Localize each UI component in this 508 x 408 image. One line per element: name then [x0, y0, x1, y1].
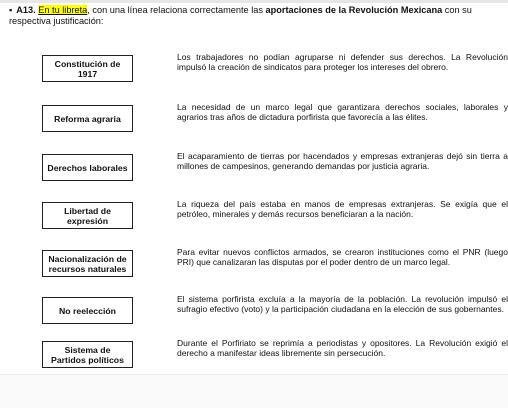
instruction-bold: aportaciones de la Revolución Mexicana [265, 5, 443, 15]
concept-box: Libertad de expresión [42, 202, 133, 229]
instruction-middle: , con una línea relaciona correctamente las [87, 5, 266, 15]
activity-code: A13. [16, 5, 36, 15]
page-bottom-area [0, 374, 508, 408]
concept-box: No reelección [42, 297, 133, 324]
concept-box: Nacionalización de recursos naturales [42, 250, 133, 277]
justification-text: La necesidad de un marco legal que garantizara derechos sociales, laborales y agrarios tras años de dictadura porfirista que favorecía a las élites. [177, 102, 508, 122]
concept-box: Sistema de Partidos políticos [42, 341, 133, 368]
concept-box: Reforma agraria [42, 105, 133, 132]
bullet-icon: ▪ [9, 5, 13, 15]
justification-text: El acaparamiento de tierras por hacendados y empresas extranjeras dejó sin tierra a millones de campesinos, generando demandas por justicia agraria. [177, 151, 508, 171]
concept-box: Constitución de 1917 [42, 55, 133, 82]
justification-text: Para evitar nuevos conflictos armados, se crearon instituciones como el PNR (luego PRI) que canalizaran las disputas por el poder dentro de un marco legal. [177, 247, 508, 267]
justification-text: El sistema porfirista excluía a la mayoría de la población. La revolución impulsó el sufragio efectivo (voto) y la participación ciudadana en la elección de sus gobernantes. [177, 294, 508, 314]
highlighted-text: En tu libreta [38, 5, 88, 15]
concept-box: Derechos laborales [42, 154, 133, 181]
instruction-end: con su respectiva justificación: [9, 5, 472, 26]
justification-text: Durante el Porfiriato se reprimía a periodistas y opositores. La Revolución exigió el derecho a manifestar ideas libremente sin persecución. [177, 338, 508, 358]
justification-text: Los trabajadores no podían agruparse ni defender sus derechos. La Revolución impulsó la creación de sindicatos para proteger los intereses del obrero. [177, 52, 508, 72]
top-border [0, 0, 508, 3]
instruction-text [9, 5, 504, 26]
justification-text: La riqueza del país estaba en manos de empresas extranjeras. Se exigía que el petróleo, minerales y demás recursos beneficiaran a la nación. [177, 199, 508, 219]
